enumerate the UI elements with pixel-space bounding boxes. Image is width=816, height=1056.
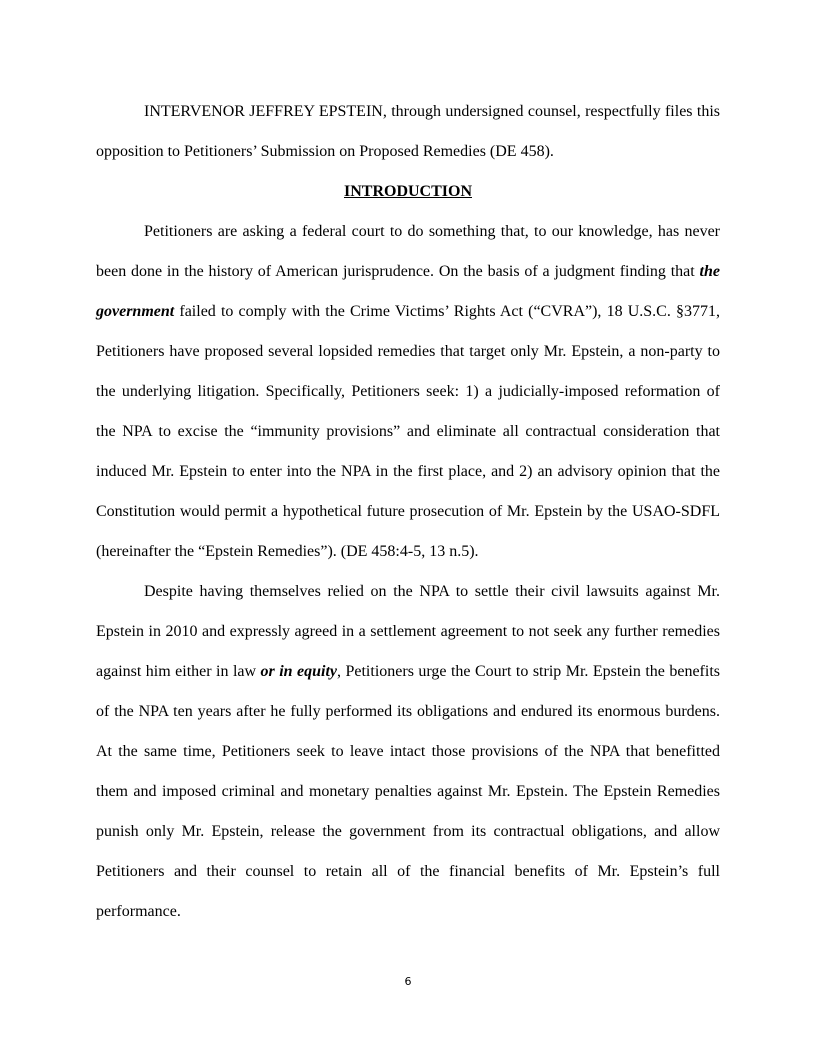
document-body bbox=[96, 92, 720, 932]
introduction-paragraph-1 bbox=[96, 212, 720, 572]
introduction-paragraph-2 bbox=[96, 572, 720, 932]
para2-text-b: failed to comply with the Crime Victims’ Rights Act (“CVRA”), 18 U.S.C. §3771, Petitioners have proposed several lopsided remedies that target only Mr. Epstein, a non-party to the underlying litigation. Specifically, Petitioners seek: 1) a judicially-imposed reformation of the NPA to excise the “immunity provisions” and eliminate all contractual consideration that induced Mr. Epstein to enter into the NPA in the first place, and 2) an advisory opinion that the Constitution would permit a hypothetical future prosecution of Mr. Epstein by the USAO-SDFL (hereinafter the “Epstein Remedies”). (DE 458:4-5, 13 n.5). bbox=[96, 303, 720, 560]
para2-emphasis: the government bbox=[96, 263, 720, 320]
para3-text-a: Despite having themselves relied on the NPA to settle their civil lawsuits against Mr. Epstein in 2010 and expressly agreed in a settlement agreement to not seek any further remedies against him either in law bbox=[96, 583, 720, 680]
para2-text-a: Petitioners are asking a federal court to do something that, to our knowledge, has never been done in the history of American jurisprudence. On the basis of a judgment finding that bbox=[96, 223, 720, 280]
para3-text-b: , Petitioners urge the Court to strip Mr. Epstein the benefits of the NPA ten years after he fully performed its obligations and endured its enormous burdens. At the same time, Petitioners seek to leave intact those provisions of the NPA that benefitted them and imposed criminal and monetary penalties against Mr. Epstein. The Epstein Remedies punish only Mr. Epstein, release the government from its contractual obligations, and allow Petitioners and their counsel to retain all of the financial benefits of Mr. Epstein’s full performance. bbox=[96, 663, 720, 920]
page-number: 6 bbox=[404, 975, 412, 988]
opening-paragraph: INTERVENOR JEFFREY EPSTEIN, through undersigned counsel, respectfully files this opposition to Petitioners’ Submission on Proposed Remedies (DE 458). bbox=[96, 103, 720, 160]
para3-emphasis: or in equity bbox=[260, 663, 338, 680]
section-heading-introduction: INTRODUCTION bbox=[343, 183, 472, 200]
